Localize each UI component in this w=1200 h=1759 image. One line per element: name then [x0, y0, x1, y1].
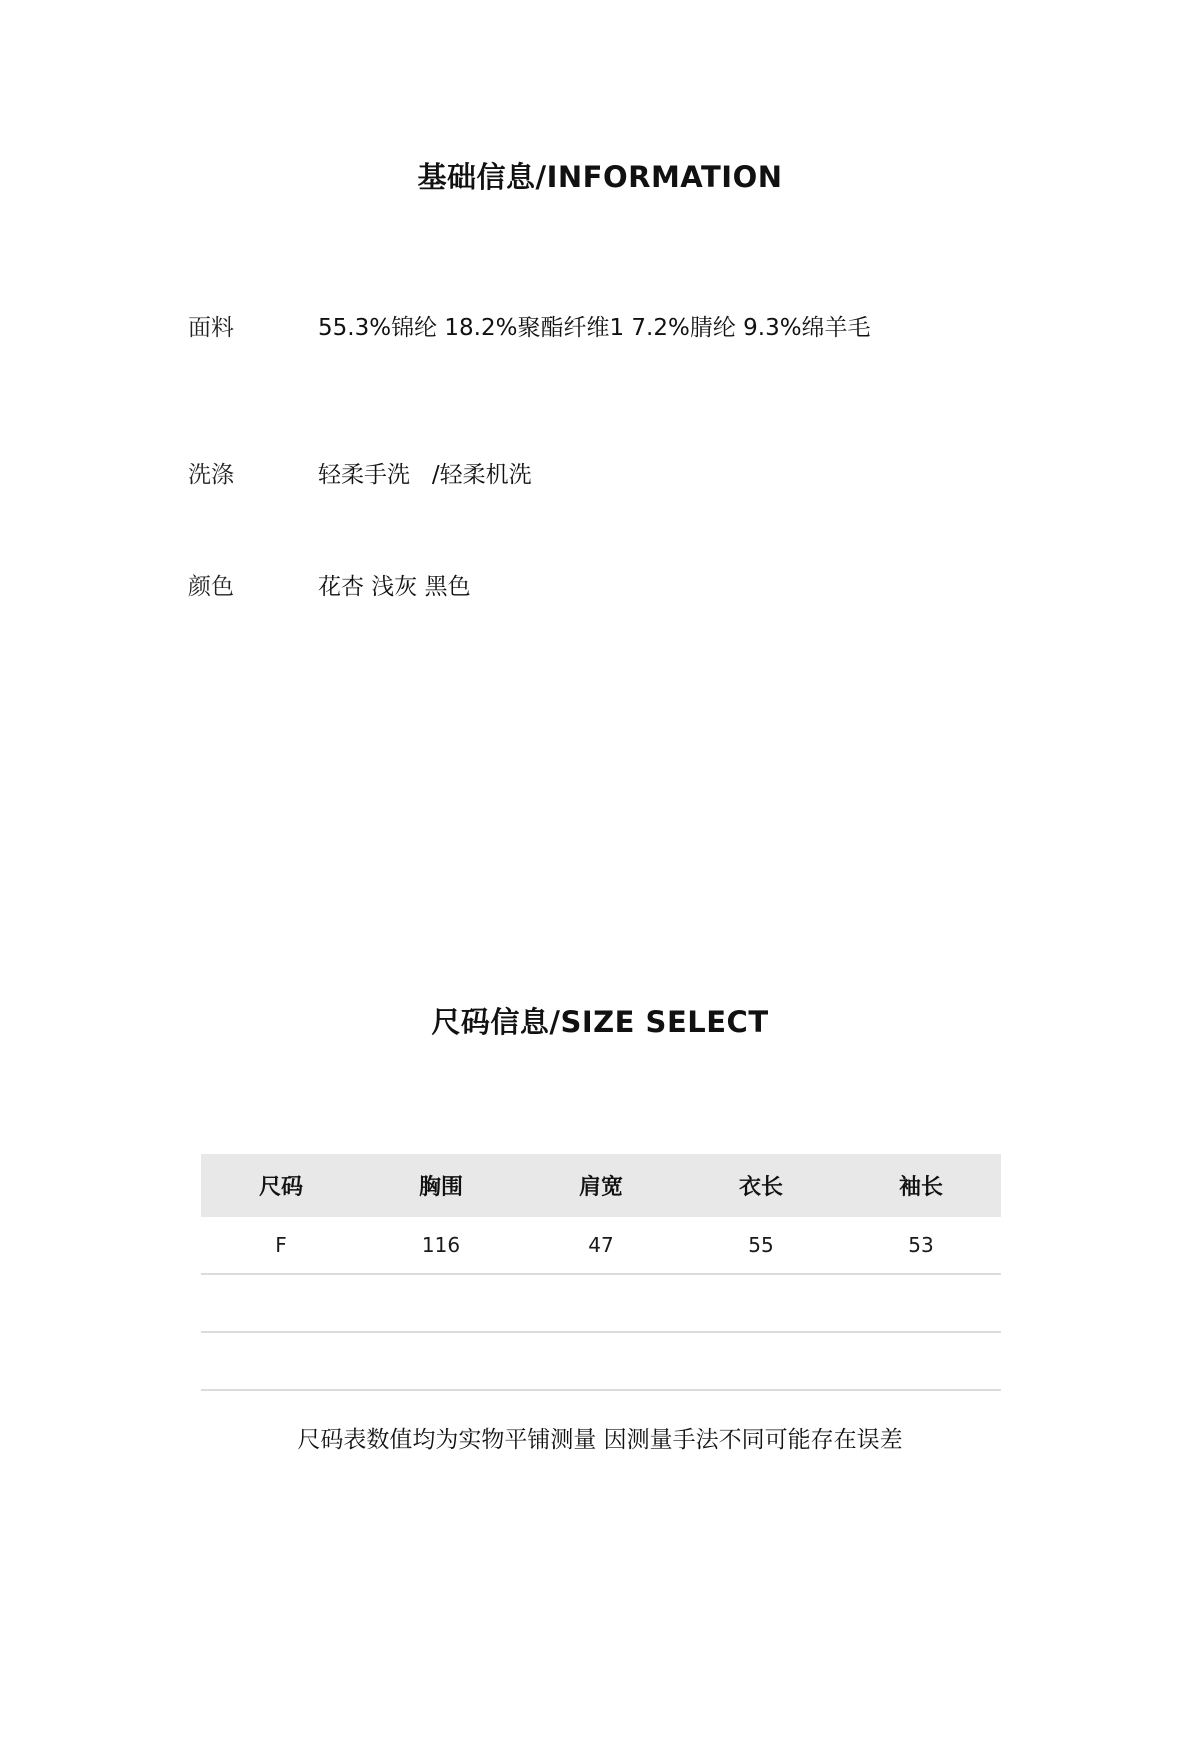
table-cell: 53 — [908, 1233, 934, 1257]
table-cell: F — [275, 1233, 287, 1257]
header-cell-size: 尺码 — [258, 1175, 303, 1200]
header-cell-chest: 胸围 — [418, 1175, 463, 1200]
table-row — [201, 1333, 1001, 1391]
info-row-color — [188, 567, 1088, 607]
measurement-note: 尺码表数值均为实物平铺测量 因测量手法不同可能存在误差 — [297, 1427, 903, 1453]
header-cell-shoulder: 肩宽 — [578, 1175, 623, 1200]
wash-value: 轻柔手洗 /轻柔机洗 — [318, 462, 532, 488]
size-section-title: 尺码信息/SIZE SELECT — [431, 1005, 769, 1039]
color-value: 花杏 浅灰 黑色 — [318, 574, 471, 600]
table-cell: 116 — [421, 1233, 461, 1257]
info-row-fabric — [188, 308, 1088, 348]
fabric-label: 面料 — [188, 315, 234, 341]
table-cell: 55 — [748, 1233, 774, 1257]
table-cell: 47 — [588, 1233, 614, 1257]
size-table — [201, 1154, 1001, 1391]
size-table-header — [201, 1154, 1001, 1217]
color-label: 颜色 — [188, 574, 234, 600]
header-cell-sleeve: 袖长 — [898, 1175, 943, 1200]
info-row-wash — [188, 455, 1088, 495]
table-row — [201, 1217, 1001, 1275]
fabric-value: 55.3%锦纶 18.2%聚酯纤维1 7.2%腈纶 9.3%绵羊毛 — [318, 315, 871, 341]
table-row — [201, 1275, 1001, 1333]
info-section-title: 基础信息/INFORMATION — [417, 160, 783, 194]
wash-label: 洗涤 — [188, 462, 234, 488]
header-cell-length: 衣长 — [738, 1175, 783, 1200]
